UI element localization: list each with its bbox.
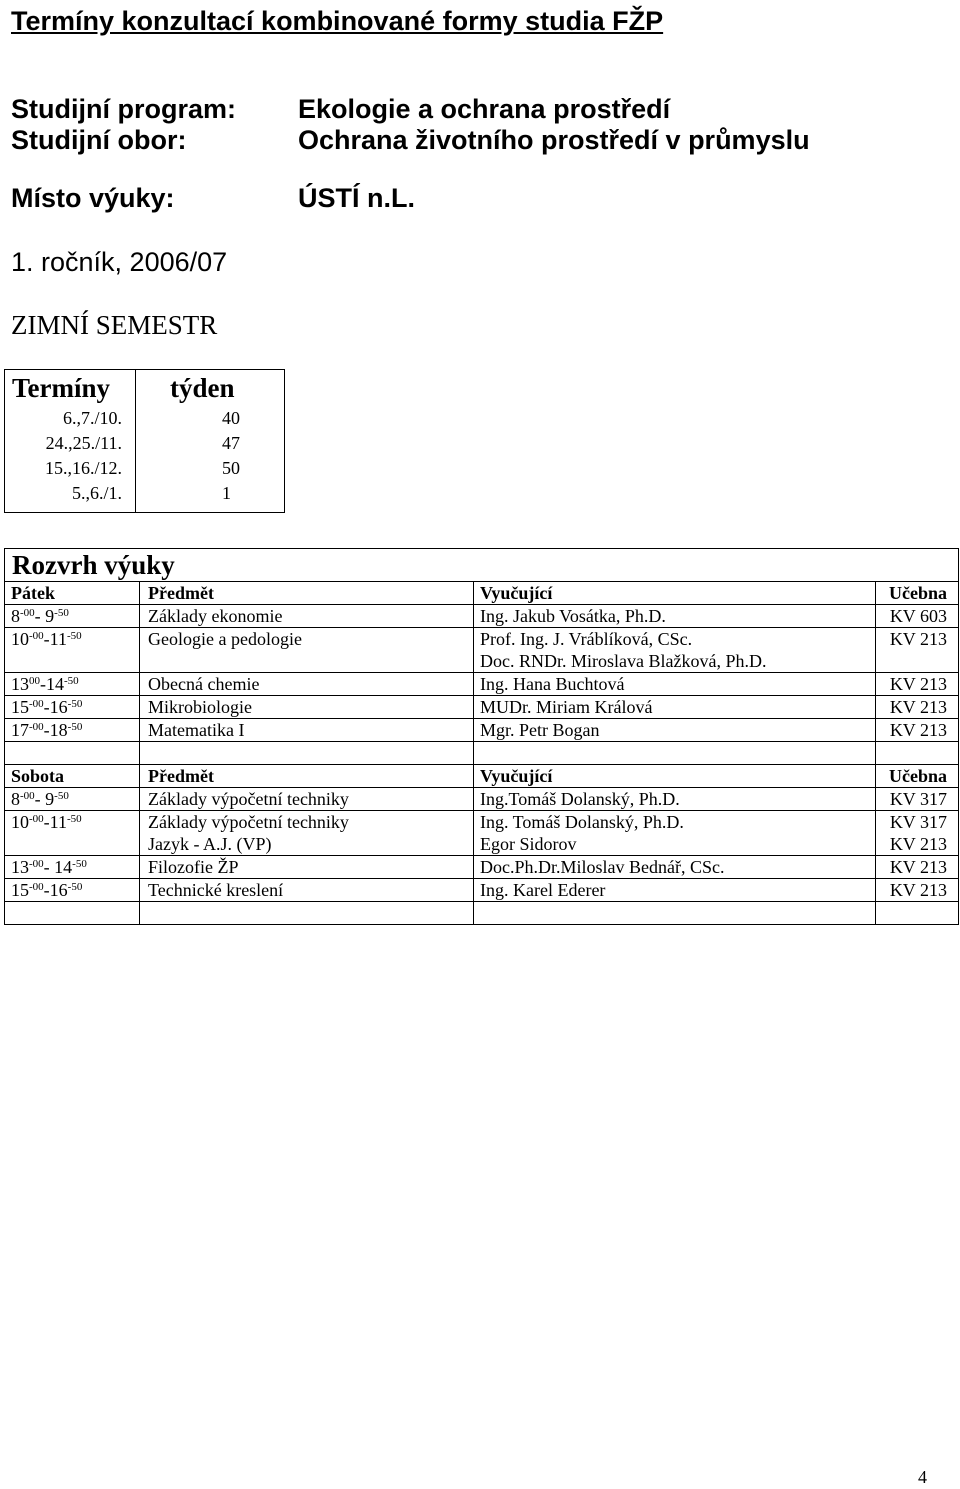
friday-header-teacher: Vyučující bbox=[474, 582, 876, 605]
time-start: 8 bbox=[11, 606, 20, 626]
semester-heading: ZIMNÍ SEMESTR bbox=[11, 310, 218, 340]
terms-week: 47 bbox=[136, 431, 285, 456]
saturday-header-day: Sobota bbox=[5, 765, 140, 788]
terms-date: 6.,7./10. bbox=[5, 406, 136, 431]
saturday-row bbox=[5, 856, 959, 879]
time-start: 10 bbox=[11, 812, 29, 832]
time-start: 13 bbox=[11, 674, 29, 694]
time-end-sup: -50 bbox=[64, 675, 79, 687]
subject-cell: Filozofie ŽP bbox=[140, 856, 474, 879]
friday-header-subject: Předmět bbox=[140, 582, 474, 605]
time-cell bbox=[5, 605, 140, 628]
room-cell: KV 213 bbox=[876, 719, 959, 742]
time-cell bbox=[5, 673, 140, 696]
room-line: KV 213 bbox=[889, 834, 947, 854]
friday-row bbox=[5, 696, 959, 719]
teacher-line: Ing. Tomáš Dolanský, Ph.D. bbox=[480, 812, 684, 832]
terms-row bbox=[5, 481, 285, 513]
subject-cell: Geologie a pedologie bbox=[140, 628, 474, 673]
time-cell bbox=[5, 879, 140, 902]
friday-row bbox=[5, 605, 959, 628]
time-cell bbox=[5, 788, 140, 811]
terms-header-row bbox=[5, 370, 285, 407]
terms-week: 50 bbox=[136, 456, 285, 481]
terms-week: 40 bbox=[136, 406, 285, 431]
terms-header-dates: Termíny bbox=[5, 370, 136, 407]
subject-cell: Technické kreslení bbox=[140, 879, 474, 902]
subject-cell: Základy ekonomie bbox=[140, 605, 474, 628]
saturday-header-teacher: Vyučující bbox=[474, 765, 876, 788]
time-end-sup: -50 bbox=[67, 813, 82, 825]
saturday-row bbox=[5, 788, 959, 811]
time-end-sup: -50 bbox=[54, 607, 69, 619]
time-start: 17 bbox=[11, 720, 29, 740]
time-start-sup: -00 bbox=[20, 607, 35, 619]
time-end: -18 bbox=[43, 720, 68, 740]
saturday-header-subject: Předmět bbox=[140, 765, 474, 788]
room-cell: KV 213 bbox=[876, 856, 959, 879]
room-line: KV 317 bbox=[889, 812, 947, 832]
room-cell bbox=[876, 811, 959, 856]
time-cell bbox=[5, 696, 140, 719]
friday-row bbox=[5, 673, 959, 696]
time-start: 13 bbox=[11, 857, 29, 877]
empty-cell bbox=[474, 902, 876, 925]
friday-row bbox=[5, 628, 959, 673]
spacer-row bbox=[5, 902, 959, 925]
subject-line: Základy výpočetní techniky bbox=[148, 812, 349, 832]
time-cell bbox=[5, 628, 140, 673]
teacher-cell bbox=[474, 811, 876, 856]
friday-header-day: Pátek bbox=[5, 582, 140, 605]
time-cell bbox=[5, 856, 140, 879]
subject-cell: Mikrobiologie bbox=[140, 696, 474, 719]
time-end: -14 bbox=[40, 674, 64, 694]
time-start: 15 bbox=[11, 880, 29, 900]
program-value: Ekologie a ochrana prostředí bbox=[298, 94, 671, 124]
empty-cell bbox=[5, 902, 140, 925]
page-title: Termíny konzultací kombinované formy studia FŽP bbox=[11, 6, 664, 36]
subject-cell: Základy výpočetní techniky bbox=[140, 788, 474, 811]
terms-date: 5.,6./1. bbox=[5, 481, 136, 513]
time-end: -11 bbox=[43, 812, 67, 832]
time-end: -11 bbox=[43, 629, 67, 649]
teacher-line: Egor Sidorov bbox=[480, 834, 577, 854]
time-start-sup: -00 bbox=[29, 721, 44, 733]
saturday-header-room: Učebna bbox=[876, 765, 959, 788]
year-heading: 1. ročník, 2006/07 bbox=[11, 247, 228, 277]
place-label: Místo výuky: bbox=[11, 183, 175, 213]
time-end-sup: -50 bbox=[67, 721, 83, 733]
field-label: Studijní obor: bbox=[11, 125, 187, 155]
time-end-sup: -50 bbox=[67, 881, 83, 893]
terms-header-week: týden bbox=[136, 370, 285, 407]
teacher-cell bbox=[474, 628, 876, 673]
time-start-sup: 00 bbox=[29, 675, 40, 687]
empty-cell bbox=[140, 742, 474, 765]
friday-header-room: Učebna bbox=[876, 582, 959, 605]
time-start: 15 bbox=[11, 697, 29, 717]
time-start-sup: -00 bbox=[29, 813, 44, 825]
subject-cell: Matematika I bbox=[140, 719, 474, 742]
time-start-sup: -00 bbox=[20, 790, 35, 802]
schedule-table bbox=[4, 548, 959, 925]
room-cell: KV 213 bbox=[876, 696, 959, 719]
teacher-cell: Ing. Jakub Vosátka, Ph.D. bbox=[474, 605, 876, 628]
teacher-cell: Ing. Hana Buchtová bbox=[474, 673, 876, 696]
empty-cell bbox=[474, 742, 876, 765]
time-end-sup: -50 bbox=[67, 698, 83, 710]
subject-cell: Obecná chemie bbox=[140, 673, 474, 696]
time-start-sup: -00 bbox=[29, 858, 44, 870]
empty-cell bbox=[876, 742, 959, 765]
terms-week: 1 bbox=[136, 481, 285, 513]
time-cell bbox=[5, 719, 140, 742]
time-start-sup: -00 bbox=[29, 630, 44, 642]
time-end-sup: -50 bbox=[54, 790, 69, 802]
field-value: Ochrana životního prostředí v průmyslu bbox=[298, 125, 810, 155]
teacher-line: Doc. RNDr. Miroslava Blažková, Ph.D. bbox=[480, 651, 767, 671]
empty-cell bbox=[140, 902, 474, 925]
room-cell: KV 213 bbox=[876, 628, 959, 673]
room-cell: KV 213 bbox=[876, 673, 959, 696]
teacher-line: Prof. Ing. J. Vráblíková, CSc. bbox=[480, 629, 693, 649]
terms-row bbox=[5, 456, 285, 481]
schedule-caption: Rozvrh výuky bbox=[5, 549, 959, 582]
time-start-sup: -00 bbox=[29, 881, 44, 893]
terms-table bbox=[4, 369, 285, 513]
saturday-row bbox=[5, 879, 959, 902]
time-end: - 9 bbox=[34, 789, 55, 809]
time-end: -16 bbox=[43, 697, 68, 717]
subject-line: Jazyk - A.J. (VP) bbox=[148, 834, 272, 854]
time-end-sup: -50 bbox=[72, 858, 87, 870]
friday-row bbox=[5, 719, 959, 742]
time-start: 8 bbox=[11, 789, 20, 809]
empty-cell bbox=[876, 902, 959, 925]
time-end: - 14 bbox=[43, 857, 73, 877]
teacher-cell: Ing. Karel Ederer bbox=[474, 879, 876, 902]
terms-row bbox=[5, 406, 285, 431]
place-value: ÚSTÍ n.L. bbox=[298, 183, 415, 213]
terms-row bbox=[5, 431, 285, 456]
program-label: Studijní program: bbox=[11, 94, 236, 124]
terms-date: 24.,25./11. bbox=[5, 431, 136, 456]
teacher-cell: Mgr. Petr Bogan bbox=[474, 719, 876, 742]
time-start: 10 bbox=[11, 629, 29, 649]
room-cell: KV 317 bbox=[876, 788, 959, 811]
subject-cell bbox=[140, 811, 474, 856]
terms-date: 15.,16./12. bbox=[5, 456, 136, 481]
time-end: - 9 bbox=[34, 606, 55, 626]
room-cell: KV 603 bbox=[876, 605, 959, 628]
time-end: -16 bbox=[43, 880, 68, 900]
page-number: 4 bbox=[918, 1467, 927, 1487]
room-cell: KV 213 bbox=[876, 879, 959, 902]
spacer-row bbox=[5, 742, 959, 765]
friday-header-row bbox=[5, 582, 959, 605]
time-start-sup: -00 bbox=[29, 698, 44, 710]
time-cell bbox=[5, 811, 140, 856]
teacher-cell: Ing.Tomáš Dolanský, Ph.D. bbox=[474, 788, 876, 811]
empty-cell bbox=[5, 742, 140, 765]
time-end-sup: -50 bbox=[67, 630, 82, 642]
saturday-row bbox=[5, 811, 959, 856]
saturday-header-row bbox=[5, 765, 959, 788]
schedule-caption-row bbox=[5, 549, 959, 582]
teacher-cell: Doc.Ph.Dr.Miloslav Bednář, CSc. bbox=[474, 856, 876, 879]
teacher-cell: MUDr. Miriam Králová bbox=[474, 696, 876, 719]
